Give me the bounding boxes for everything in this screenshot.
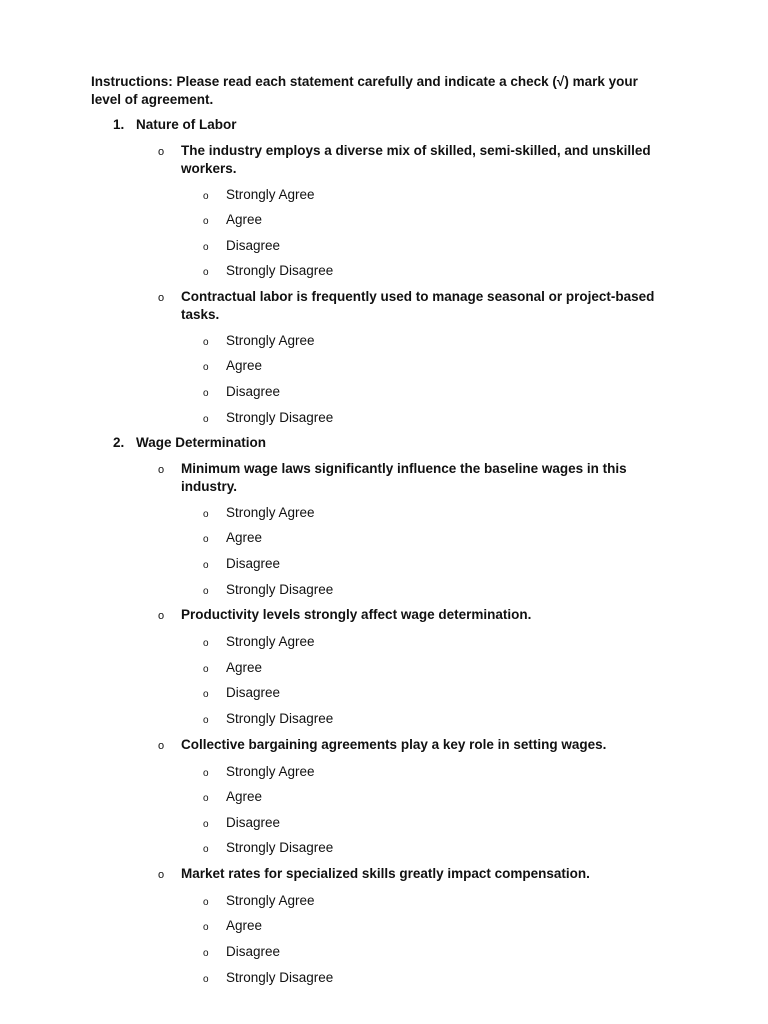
option-bullet-icon: o	[203, 413, 209, 425]
option-bullet-icon: o	[203, 714, 209, 726]
statement-text: Market rates for specialized skills greatly impact compensation.	[181, 865, 590, 881]
statement	[91, 460, 768, 496]
agreement-option[interactable]	[91, 839, 768, 865]
statement	[91, 865, 768, 884]
agreement-option[interactable]	[91, 357, 768, 383]
statement-text: Minimum wage laws significantly influence the baseline wages in this industry.	[181, 460, 627, 494]
option-label: Strongly Agree	[226, 763, 315, 779]
agreement-option[interactable]	[91, 555, 768, 581]
option-label: Disagree	[226, 685, 281, 701]
option-bullet-icon: o	[203, 388, 209, 400]
section-number: 2.	[113, 435, 125, 451]
agreement-option[interactable]	[91, 788, 768, 814]
sections-container	[91, 116, 768, 994]
statement-bullet-icon: o	[158, 145, 165, 158]
option-label: Strongly Agree	[226, 504, 315, 520]
statement-text: Productivity levels strongly affect wage determination.	[181, 607, 532, 623]
option-bullet-icon: o	[203, 844, 209, 856]
option-bullet-icon: o	[203, 362, 209, 374]
option-bullet-icon: o	[203, 973, 209, 985]
statement	[91, 142, 768, 178]
option-label: Strongly Disagree	[226, 969, 334, 985]
option-label: Agree	[226, 659, 263, 675]
agreement-option[interactable]	[91, 917, 768, 943]
option-bullet-icon: o	[203, 190, 209, 202]
option-label: Strongly Disagree	[226, 581, 334, 597]
agreement-option[interactable]	[91, 814, 768, 840]
agreement-option[interactable]	[91, 332, 768, 358]
statement-bullet-icon: o	[158, 463, 165, 476]
agreement-option[interactable]	[91, 409, 768, 435]
option-label: Disagree	[226, 237, 281, 253]
option-label: Strongly Agree	[226, 634, 315, 650]
option-label: Disagree	[226, 555, 281, 571]
section-title: Nature of Labor	[136, 117, 237, 132]
option-bullet-icon: o	[203, 559, 209, 571]
option-bullet-icon: o	[203, 767, 209, 779]
statement-text: The industry employs a diverse mix of skilled, semi-skilled, and unskilled workers.	[181, 142, 651, 176]
agreement-option[interactable]	[91, 383, 768, 409]
statement-text: Contractual labor is frequently used to manage seasonal or project-based tasks.	[181, 288, 655, 322]
agreement-option[interactable]	[91, 969, 768, 995]
agreement-option[interactable]	[91, 237, 768, 263]
statement	[91, 606, 768, 625]
statement-text: Collective bargaining agreements play a key role in setting wages.	[181, 736, 607, 752]
option-bullet-icon: o	[203, 638, 209, 650]
option-label: Agree	[226, 212, 263, 228]
option-label: Agree	[226, 530, 263, 546]
option-bullet-icon: o	[203, 241, 209, 253]
option-bullet-icon: o	[203, 267, 209, 279]
agreement-option[interactable]	[91, 943, 768, 969]
option-label: Disagree	[226, 944, 281, 960]
statement	[91, 736, 768, 755]
agreement-option[interactable]	[91, 892, 768, 918]
agreement-option[interactable]	[91, 211, 768, 237]
option-bullet-icon: o	[203, 534, 209, 546]
option-label: Agree	[226, 789, 263, 805]
option-bullet-icon: o	[203, 689, 209, 701]
agreement-option[interactable]	[91, 186, 768, 212]
option-bullet-icon: o	[203, 793, 209, 805]
agreement-option[interactable]	[91, 710, 768, 736]
option-bullet-icon: o	[203, 216, 209, 228]
option-label: Strongly Agree	[226, 892, 315, 908]
option-bullet-icon: o	[203, 922, 209, 934]
option-bullet-icon: o	[203, 948, 209, 960]
option-label: Strongly Disagree	[226, 263, 334, 279]
option-label: Strongly Agree	[226, 332, 315, 348]
option-label: Agree	[226, 918, 263, 934]
option-label: Strongly Disagree	[226, 840, 334, 856]
option-label: Strongly Disagree	[226, 409, 334, 425]
option-bullet-icon: o	[203, 336, 209, 348]
section-number: 1.	[113, 117, 125, 132]
option-bullet-icon: o	[203, 663, 209, 675]
agreement-option[interactable]	[91, 633, 768, 659]
option-bullet-icon: o	[203, 508, 209, 520]
agreement-option[interactable]	[91, 684, 768, 710]
agreement-option[interactable]	[91, 529, 768, 555]
agreement-option[interactable]	[91, 581, 768, 607]
agreement-option[interactable]	[91, 659, 768, 685]
section-heading	[91, 116, 768, 142]
section-title: Wage Determination	[136, 435, 267, 451]
statement-bullet-icon: o	[158, 291, 165, 304]
statement-bullet-icon: o	[158, 610, 165, 623]
agreement-option[interactable]	[91, 262, 768, 288]
section	[91, 434, 768, 994]
instructions-text: Instructions: Please read each statement carefully and indicate a check (√) mark your level of agreement.	[91, 74, 638, 107]
section-heading	[91, 434, 768, 460]
agreement-option[interactable]	[91, 504, 768, 530]
option-bullet-icon: o	[203, 818, 209, 830]
option-bullet-icon: o	[203, 585, 209, 597]
option-label: Agree	[226, 358, 263, 374]
agreement-option[interactable]	[91, 763, 768, 789]
option-label: Disagree	[226, 384, 281, 400]
statement	[91, 288, 768, 324]
option-label: Strongly Agree	[226, 186, 315, 202]
section	[91, 116, 768, 434]
option-bullet-icon: o	[203, 896, 209, 908]
statement-bullet-icon: o	[158, 739, 165, 752]
option-label: Strongly Disagree	[226, 710, 334, 726]
option-label: Disagree	[226, 814, 281, 830]
statement-bullet-icon: o	[158, 868, 165, 881]
